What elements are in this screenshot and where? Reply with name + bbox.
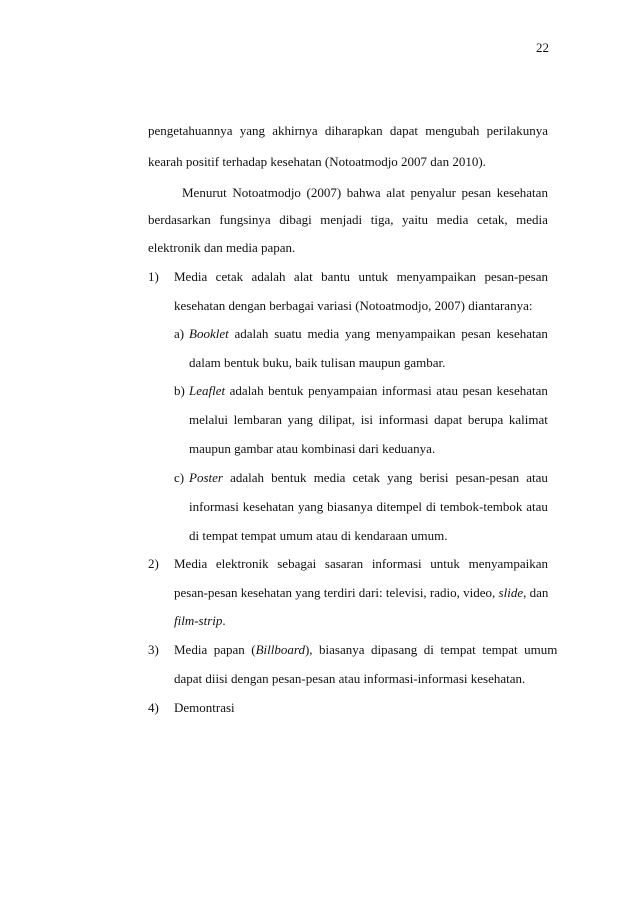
word: cetak	[352, 470, 381, 485]
intro-line-2: kearah positif terhadap kesehatan (Notoatmodjo 2007 dan 2010).	[148, 154, 486, 169]
word: penyampaian	[308, 383, 378, 398]
main-line-2	[148, 212, 548, 228]
word: berisi	[419, 470, 449, 485]
word: berupa	[467, 412, 504, 427]
word: kalimat	[508, 412, 548, 427]
word: yang	[287, 412, 313, 427]
word: informasi	[189, 499, 239, 514]
word: media	[307, 326, 340, 341]
word: lembaran	[233, 412, 283, 427]
word: yaitu	[402, 212, 429, 227]
intro-line-1	[148, 123, 548, 139]
word: mengubah	[425, 123, 480, 138]
item4-text: Demontrasi	[174, 700, 235, 715]
word: sasaran	[324, 556, 364, 571]
word: dapat	[389, 123, 419, 138]
item3-line-1-text: Media papan (	[174, 642, 256, 657]
word: kesehatan	[496, 383, 548, 398]
sub-marker-b: b)	[174, 383, 185, 398]
item3-line-1-end: ), biasanya dipasang di tempat tempat umum	[304, 642, 558, 657]
word: pesan	[461, 185, 492, 200]
sub-c-line-2	[189, 499, 548, 515]
word: kesehatan	[496, 185, 548, 200]
word: adalah	[230, 470, 265, 485]
sub-b-term: Leaflet	[189, 383, 226, 398]
word: adalah	[229, 383, 264, 398]
word: informasi	[378, 412, 429, 427]
word: pengetahuannya	[148, 123, 233, 138]
word: berdasarkan	[148, 212, 211, 227]
item2-slide-term: slide	[498, 585, 524, 600]
word: di	[425, 499, 437, 514]
word: Media	[174, 269, 208, 284]
word: dapat	[434, 412, 463, 427]
word: kesehatan	[496, 326, 548, 341]
word: pesan-pesan	[484, 269, 548, 284]
word: menyampaikan	[376, 326, 456, 341]
sub-a-line-2: dalam bentuk buku, baik tulisan maupun gambar.	[189, 355, 446, 370]
word: atau	[526, 470, 548, 485]
word: Media	[174, 556, 208, 571]
item3-billboard-term: Billboard	[255, 642, 305, 657]
list-marker-3: 3)	[148, 642, 159, 657]
word: tiga,	[370, 212, 394, 227]
word: yang	[297, 499, 324, 514]
word: biasanya	[327, 499, 373, 514]
word: informasi	[381, 383, 432, 398]
word: dibagi	[279, 212, 312, 227]
sub-b-line-2	[189, 412, 548, 428]
word: Menurut	[182, 185, 227, 200]
item2-filmstrip-term: film-strip	[174, 613, 223, 628]
item1-line-1	[174, 269, 548, 285]
sub-a-line-1	[189, 326, 548, 342]
word: diharapkan	[324, 123, 383, 138]
word: alat	[293, 269, 313, 284]
word: pesan-pesan	[455, 470, 520, 485]
item2-line-3-end: .	[222, 613, 226, 628]
word: Notoatmodjo	[232, 185, 301, 200]
word: atau	[436, 383, 458, 398]
list-marker-1: 1)	[148, 269, 159, 284]
list-marker-4: 4)	[148, 700, 159, 715]
word: pesan	[462, 383, 493, 398]
word: perilakunya	[486, 123, 548, 138]
item3-line-1	[174, 642, 557, 658]
word: untuk	[358, 269, 389, 284]
word: menjadi	[320, 212, 363, 227]
word: suatu	[274, 326, 302, 341]
item2-line-2-end: , dan	[523, 585, 549, 600]
word: bentuk	[268, 383, 304, 398]
word: (2007)	[306, 185, 342, 200]
word: yang	[387, 470, 413, 485]
item2-line-3	[174, 613, 226, 629]
word: tembok-tembok	[440, 499, 523, 514]
sub-c-term: Poster	[189, 470, 223, 485]
word: menyampaikan	[468, 556, 548, 571]
main-line-1	[182, 185, 548, 201]
list-marker-2: 2)	[148, 556, 159, 571]
word: cetak	[215, 269, 244, 284]
item2-line-2	[174, 585, 548, 601]
word: informasi	[371, 556, 422, 571]
sub-a-term: Booklet	[189, 326, 229, 341]
word: bentuk	[271, 470, 307, 485]
item2-line-2-text: pesan-pesan kesehatan yang terdiri dari: televisi, radio, video,	[174, 585, 499, 600]
word: yang	[239, 123, 265, 138]
word: penyalur	[410, 185, 456, 200]
word: atau	[526, 499, 548, 514]
word: pesan	[461, 326, 491, 341]
main-line-3: elektronik dan media papan.	[148, 240, 296, 255]
word: alat	[386, 185, 405, 200]
word: kesehatan	[242, 499, 295, 514]
item1-line-2: kesehatan dengan berbagai variasi (Notoatmodjo, 2007) diantaranya:	[174, 298, 533, 313]
word: untuk	[430, 556, 460, 571]
item3-line-2: dapat diisi dengan pesan-pesan atau informasi-informasi kesehatan.	[174, 671, 526, 686]
word: media	[516, 212, 548, 227]
word: media	[313, 470, 346, 485]
word: yang	[344, 326, 371, 341]
item2-line-1	[174, 556, 548, 572]
sub-b-line-3: maupun gambar atau kombinasi dari keduanya.	[189, 441, 436, 456]
word: menyampaikan	[396, 269, 476, 284]
sub-b-line-1	[189, 383, 548, 399]
word: dilipat,	[318, 412, 356, 427]
word: bantu	[321, 269, 351, 284]
word: fungsinya	[219, 212, 271, 227]
word: ditempel	[376, 499, 423, 514]
page-number: 22	[536, 40, 549, 55]
sub-c-line-3: di tempat tempat umum atau di kendaraan umum.	[189, 528, 448, 543]
word: adalah	[234, 326, 269, 341]
word: adalah	[251, 269, 286, 284]
word: media	[436, 212, 469, 227]
sub-marker-c: c)	[174, 470, 185, 485]
word: cetak,	[476, 212, 508, 227]
word: bahwa	[346, 185, 381, 200]
word: melalui	[189, 412, 228, 427]
word: sebagai	[277, 556, 317, 571]
word: elektronik	[215, 556, 269, 571]
sub-c-line-1	[189, 470, 548, 486]
sub-marker-a: a)	[174, 326, 185, 341]
word: isi	[360, 412, 373, 427]
word: akhirnya	[272, 123, 318, 138]
